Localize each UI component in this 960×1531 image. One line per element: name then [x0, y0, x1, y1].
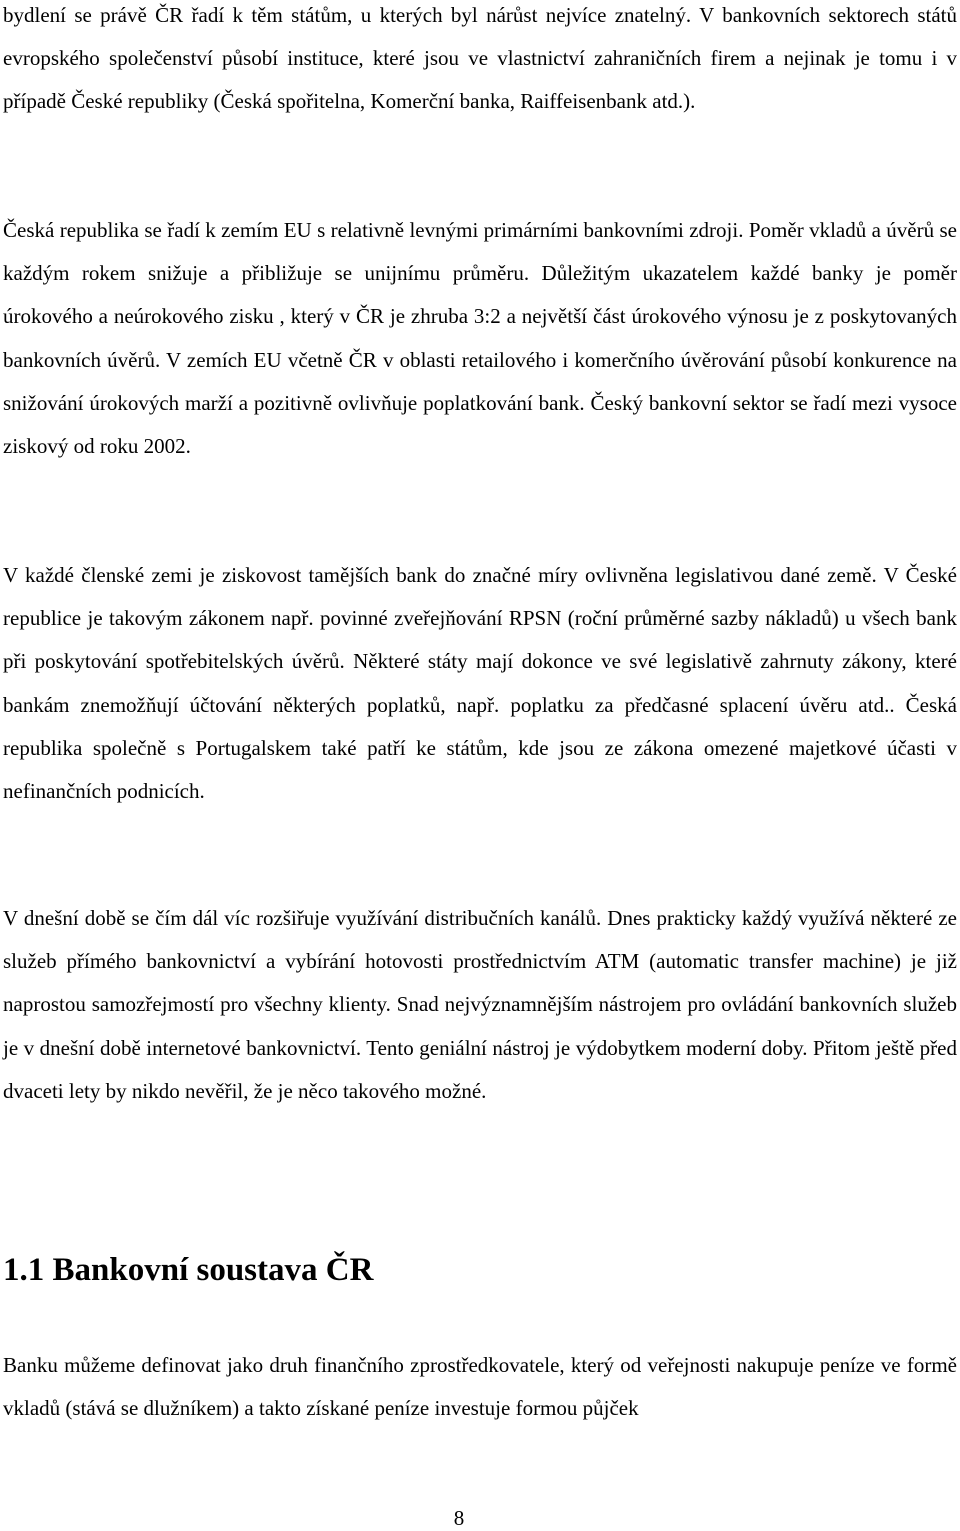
- paragraph-distribution-channels: V dnešní době se čím dál víc rozšiřuje využívání distribučních kanálů. Dnes prakticky každý využívá některé ze služeb přímého bankovnictví a vybírání hotovosti prostřednictvím ATM (automatic transfer machine) je již naprostou samozřejmostí pro všechny klienty. Snad nejvýznamnějším nástrojem pro ovládání bankovních služeb je v dnešní době internetové bankovnictví. Tento geniální nástroj je výdobytkem moderní doby. Přitom ještě před dvaceti lety by nikdo nevěřil, že je něco takového možné.: [3, 906, 957, 1103]
- paragraph-legislation: V každé členské zemi je ziskovost tamějších bank do značné míry ovlivněna legislativou dané země. V České republice je takovým zákonem např. povinné zveřejňování RPSN (roční průměrné sazby nákladů) u všech bank při poskytování spotřebitelských úvěrů. Některé státy mají dokonce ve své legislativě zahrnuty zákony, které bankám znemožňují účtování některých poplatků, např. poplatku za předčasné splacení úvěru atd.. Česká republika společně s Portugalskem také patří ke státům, kde jsou ze zákona omezené majetkové účasti v nefinančních podnicích.: [3, 563, 957, 804]
- paragraph-banking-sector-ownership: bydlení se právě ČR řadí k těm státům, u kterých byl nárůst nejvíce znatelný. V bankovních sektorech států evropského společenství působí instituce, které jsou ve vlastnictví zahraničních firem a nejinak je tomu i v případě České republiky (Česká spořitelna, Komerční banka, Raiffeisenbank atd.).: [3, 3, 957, 114]
- page-number: 8: [453, 1506, 465, 1530]
- section-heading: 1.1 Bankovní soustava ČR: [3, 1252, 374, 1288]
- paragraph-primary-resources: Česká republika se řadí k zemím EU s relativně levnými primárními bankovními zdroji. Poměr vkladů a úvěrů se každým rokem snižuje a přibližuje se unijnímu průměru. Důležitým ukazatelem každé banky je poměr úrokového a neúrokového zisku , který v ČR je zhruba 3:2 a největší část úrokového výnosu je z poskytovaných bankovních úvěrů. V zemích EU včetně ČR v oblasti retailového i komerčního úvěrování působí konkurence na snižování úrokových marží a pozitivně ovlivňuje poplatkování bank. Český bankovní sektor se řadí mezi vysoce ziskový od roku 2002.: [3, 218, 957, 459]
- paragraph-bank-definition: Banku můžeme definovat jako druh finančního zprostředkovatele, který od veřejnosti nakupuje peníze ve formě vkladů (stává se dlužníkem) a takto získané peníze investuje formou půjček: [3, 1353, 957, 1421]
